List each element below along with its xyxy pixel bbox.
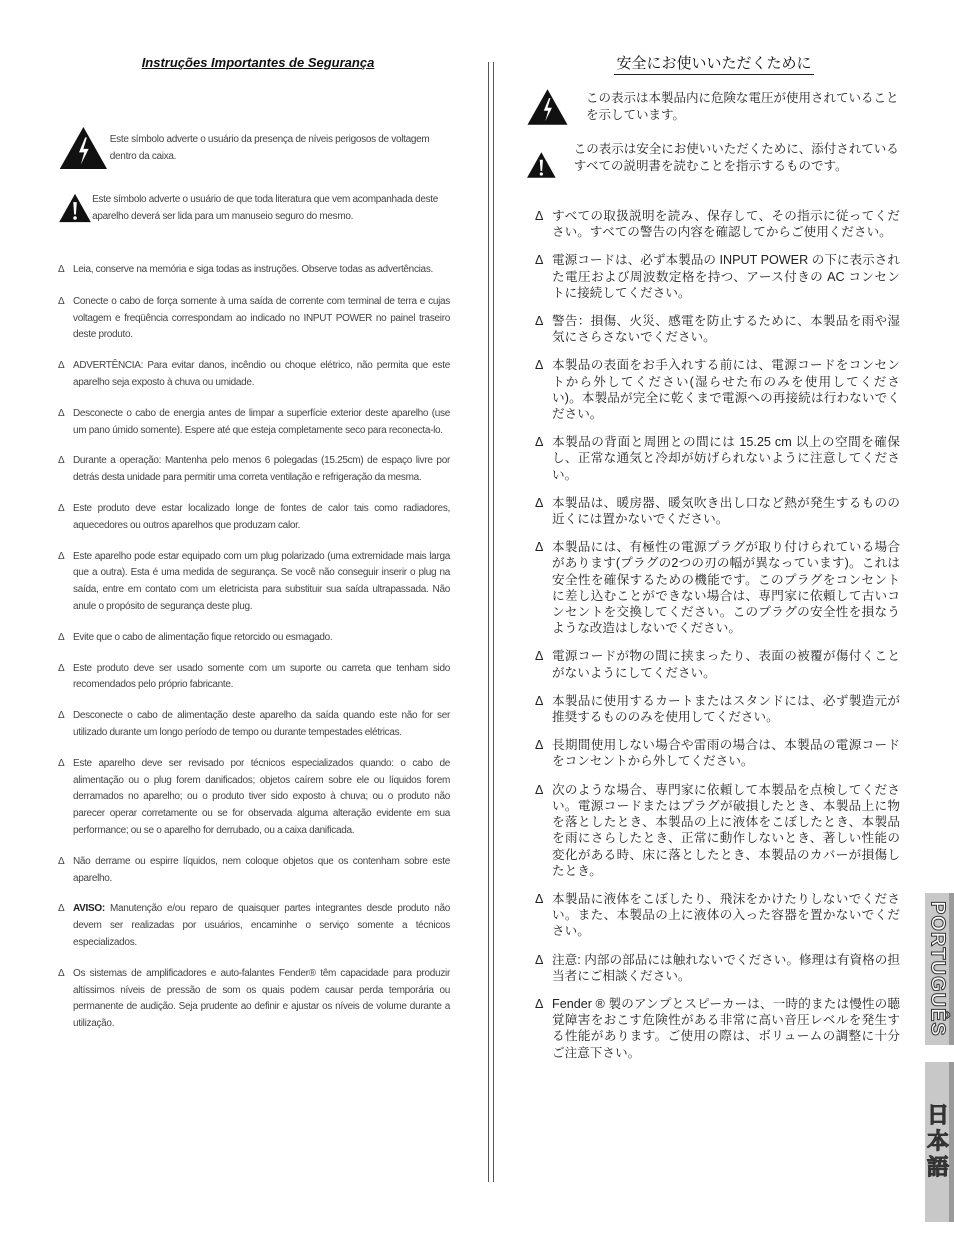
list-item: Δ Este produto deve estar localizado longe de fontes de calor tais como radiadores, aquecedores ou outros aparelhos que produzam calor. bbox=[58, 502, 450, 531]
symbol-row-exclamation bbox=[58, 182, 450, 234]
japanese-section bbox=[526, 52, 902, 191]
aviso-label: AVISO: bbox=[73, 903, 105, 915]
list-item: Δ Desconecte o cabo de energia antes de limpar a superfície exterior deste aparelho (use um pano úmido somente). Espere até que esteja completamente seco para reconecta-lo. bbox=[58, 407, 450, 436]
tab-japanese[interactable] bbox=[925, 1062, 954, 1222]
japanese-title: 安全にお使いいただくために bbox=[526, 52, 902, 73]
portuguese-title: Instruções Importantes de Segurança bbox=[141, 55, 375, 70]
symbol-row-lightning bbox=[526, 81, 902, 133]
list-item: Δ Conecte o cabo de força somente à uma saída de corrente com terminal de terra e cujas voltagem e freqüência correspondam ao indicado no INPUT POWER no painel traseiro deste produto. bbox=[58, 295, 450, 341]
list-item: Δ 本製品には、有極性の電源プラグが取り付けられている場合があります(プラグの2つの刃の幅が異なっています)。これは安全性を確保するための機能です。このプラグをコンセントに差し込むことができない場合は、専門家に依頼して古いコンセントを交換してください。このプラグの安全性を損なうような改造はしないでください。 bbox=[535, 540, 900, 636]
list-item: Δ 注意: 内部の部品には触れないでください。修理は有資格の担当者にご相談ください。 bbox=[535, 952, 900, 983]
portuguese-section bbox=[58, 55, 450, 234]
list-item: Δ 本製品の表面をお手入れする前には、電源コードをコンセントから外してください(湿らせた布のみを使用してください)。本製品が完全に乾くまで電源への再接続は行わないでください。 bbox=[535, 358, 900, 422]
list-item: Δ Os sistemas de amplificadores e auto-falantes Fender® têm capacidade para produzir altíssimos níveis de pressão de som os quais podem causar perda temporária ou permanente de audição. Seja prudente ao definir e ajustar os níveis de volume durante a utilização. bbox=[58, 967, 450, 1030]
list-item: Δ Durante a operação: Mantenha pelo menos 6 polegadas (15.25cm) de espaço livre por detrás desta unidade para permitir uma correta ventilação e refrigeração da mesma. bbox=[58, 455, 450, 484]
list-item: Δ 本製品は、暖房器、暖気吹き出し口など熱が発生するものの近くには置かないでください。 bbox=[535, 495, 900, 527]
symbol-text: Este símbolo adverte o usuário de que toda literatura que vem acompanhada deste aparelho deverá ser lida para um manuseio seguro do mesmo. bbox=[92, 194, 439, 222]
column-divider bbox=[488, 62, 494, 1182]
bullet: Δ bbox=[58, 264, 65, 275]
list-item: Δ 次のような場合、専門家に依頼して本製品を点検してください。電源コードまたはプラグが破損したとき、本製品上に物を落としたとき、本製品の上に液体をこぼしたとき、本製品を雨にさらしたとき、正常に動作しないとき、著しい性能の変化がある時、床に落としたとき、本製品のカバーが損傷したとき。 bbox=[535, 782, 900, 878]
list-item: Δ 長期間使用しない場合や雷雨の場合は、本製品の電源コードをコンセントから外してください。 bbox=[535, 738, 900, 769]
list-item: Δ AVISO: Manutenção e/ou reparo de quaisquer partes integrantes desde produto não devem ser realizadas por usuários, encaminhe o serviço somente a técnicos especializados. bbox=[58, 903, 450, 948]
list-item: Δ ADVERTÊNCIA: Para evitar danos, incêndio ou choque elétrico, não permita que este aparelho seja exposto à chuva ou umidade. bbox=[58, 360, 450, 388]
symbol-row-lightning bbox=[58, 122, 450, 174]
symbol-text: この表示は安全にお使いいただくために、添付されているすべての説明書を読むことを指示するものです。 bbox=[573, 142, 899, 173]
list-item: Δ Este aparelho pode estar equipado com um plug polarizado (uma extremidade mais larga que a outra). Esta é uma medida de segurança. Se você não conseguir inserir o plug na saída, entre em contato com um eletricista para substituir sua saída ultrapassada. Não anule o propósito de segurança deste plug. bbox=[58, 550, 450, 612]
list-item: Δ Este produto deve ser usado somente com um suporte ou carreta que tenham sido recomendados pelo próprio fabricante. bbox=[58, 662, 450, 691]
list-item: Δ Leia, conserve na memória e siga todas as instruções. Observe todas as advertências. bbox=[58, 262, 450, 279]
list-item: Δ 本製品の背面と周囲との間には 15.25 cm 以上の空間を確保し、正常な通気と冷却が妨げられないように注意してください。 bbox=[535, 435, 900, 482]
list-item: Δ 電源コードは、必ず本製品の INPUT POWER の下に表示された電圧および周波数定格を持つ、アース付きの AC コンセントに接続してください。 bbox=[535, 253, 900, 300]
list-item: Δ すべての取扱説明を読み、保存して、その指示に従ってください。すべての警告の内容を確認してからご使用ください。 bbox=[535, 209, 900, 240]
lightning-warning-icon bbox=[58, 122, 109, 174]
list-item: Δ Desconecte o cabo de alimentação deste aparelho da saída quando este não for ser utilizado durante um longo período de tempo ou durante tempestades elétricas. bbox=[58, 710, 450, 738]
japanese-safety-list bbox=[535, 208, 900, 1061]
list-item: Δ 本製品に液体をこぼしたり、飛沫をかけたりしないでください。また、本製品の上に液体の入った容器を置かないでください。 bbox=[535, 891, 900, 939]
tab-portuguese-label: PORTUGUÊS bbox=[926, 901, 949, 1037]
list-item: Δ Não derrame ou espirre líquidos, nem coloque objetos que os contenham sobre este aparelho. bbox=[58, 855, 450, 884]
lightning-warning-icon bbox=[526, 81, 569, 133]
symbol-text: この表示は本製品内に危険な電圧が使用されていることを示しています。 bbox=[586, 91, 899, 122]
tab-japanese-label: 日本語 bbox=[924, 1103, 950, 1181]
list-item: Δ 本製品に使用するカートまたはスタンドには、必ず製造元が推奨するもののみを使用してください。 bbox=[535, 693, 900, 725]
tab-portuguese[interactable] bbox=[925, 893, 954, 1045]
portuguese-safety-list bbox=[58, 262, 450, 1033]
list-item: Δ 電源コードが物の間に挟まったり、表面の被覆が傷付くことがないようにしてください。 bbox=[535, 649, 900, 680]
list-item: Δ Este aparelho deve ser revisado por técnicos especializados quando: o cabo de alimentação ou o plug forem danificados; objetos caírem sobre ele ou líquidos forem derramados no aparelho; ou o produto tiver sido exposto à chuva; ou o produto não parecer operar corretamente ou se for observada alguma alteração evidente em sua performance; ou se o aparelho for derrubado, ou a caixa danificada. bbox=[58, 757, 450, 836]
exclamation-warning-icon bbox=[526, 139, 557, 191]
exclamation-warning-icon bbox=[58, 182, 92, 234]
symbol-row-exclamation bbox=[526, 139, 902, 191]
symbol-text: Este símbolo adverte o usuário da presença de níveis perigosos de voltagem dentro da caixa. bbox=[109, 134, 430, 162]
list-item: Δ Evite que o cabo de alimentação fique retorcido ou esmagado. bbox=[58, 631, 333, 643]
list-item: Δ 警告：損傷、火災、感電を防止するために、本製品を雨や湿気にさらさないでください。 bbox=[535, 314, 900, 345]
list-item: Δ Fender ® 製のアンプとスピーカーは、一時的または慢性の聴覚障害をおこす危険性がある非常に高い音圧レベルを発生する性能があります。ご使用の際は、ボリュームの調整に十分ご注意下さい。 bbox=[535, 996, 900, 1060]
